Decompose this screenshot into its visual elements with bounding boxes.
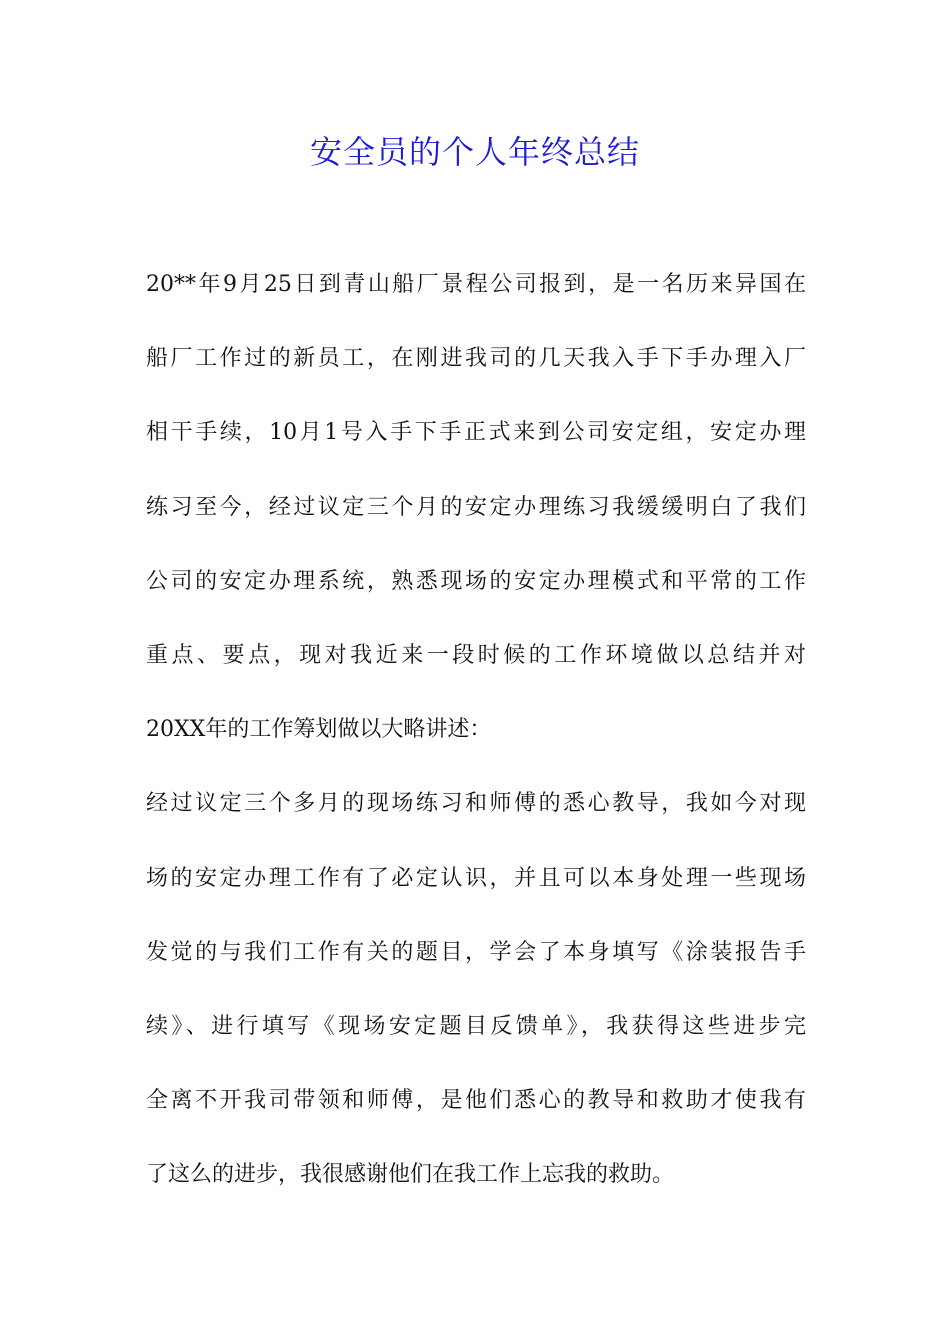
body-line: 20**年9月25日到青山船厂景程公司报到，是一名历来异国在 (146, 272, 806, 297)
body-line: 全离不开我司带领和师傅，是他们悉心的教导和救助才使我有 (146, 1088, 806, 1114)
body-line: 发觉的与我们工作有关的题目，学会了本身填写《涂装报告手 (146, 939, 806, 965)
body-line: 练习至今，经过议定三个月的安定办理练习我缓缓明白了我们 (146, 494, 806, 520)
body-line: 经过议定三个多月的现场练习和师傅的悉心教导，我如今对现 (146, 791, 806, 817)
body-line: 相干手续，10月1号入手下手正式来到公司安定组，安定办理 (146, 420, 806, 446)
body-line: 20XX年的工作筹划做以大略讲述： (146, 717, 492, 743)
document-title: 安全员的个人年终总结 (309, 133, 640, 171)
body-line: 公司的安定办理系统，熟悉现场的安定办理模式和平常的工作 (146, 568, 806, 594)
body-line: 场的安定办理工作有了必定认识，并且可以本身处理一些现场 (146, 865, 806, 891)
document-body (146, 265, 806, 1229)
body-line: 重点、要点，现对我近来一段时候的工作环境做以总结并对 (146, 642, 806, 668)
body-line: 续》、进行填写《现场安定题目反馈单》，我获得这些进步完 (146, 1013, 806, 1039)
body-line: 船厂工作过的新员工，在刚进我司的几天我入手下手办理入厂 (146, 346, 806, 372)
body-line: 了这么的进步，我很感谢他们在我工作上忘我的救助。 (146, 1162, 675, 1188)
